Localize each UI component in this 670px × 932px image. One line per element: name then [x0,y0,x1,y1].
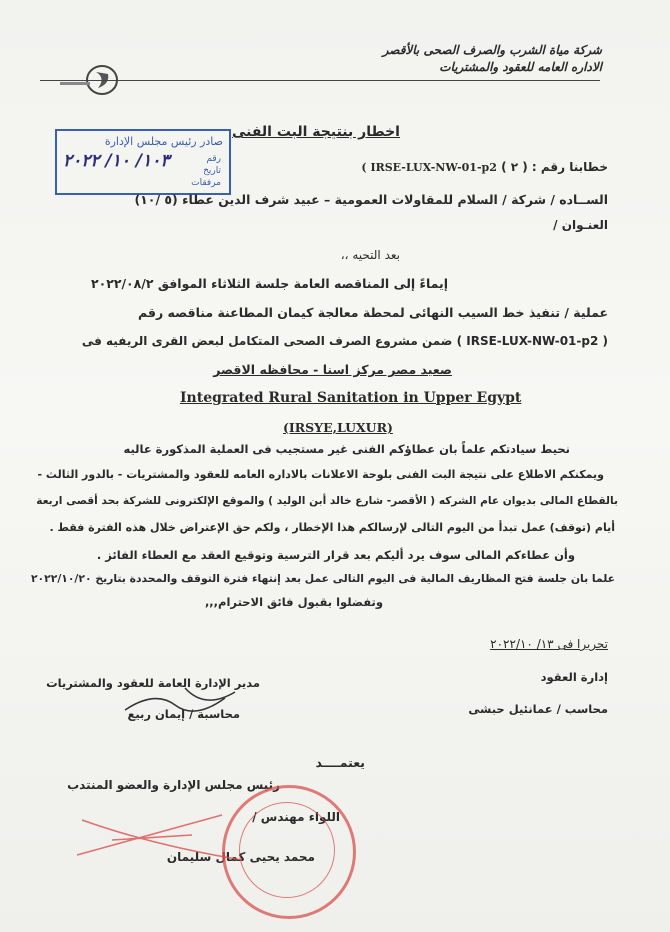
document-title: اخطار بنتيجة البت الفنى [231,124,400,140]
approval-label: يعتمــــد [315,755,365,770]
general-manager-name: محاسبة / إيمان ربيع [127,707,240,721]
body-line-6: علما بان جلسة فتح المظاريف المالية فى اليوم التالى عمل بعد إنتهاء فترة التوقف والمحددة بتاريخ ٢٠٢٢/١٠/٢٠ [30,572,615,585]
tender-reference: إيماءً إلى المناقصه العامة جلسة الثلاثاء الموافق ٢٠٢٢/٠٨/٢ [90,276,448,291]
department-name: الاداره العامه للعقود والمشتريات [439,60,602,74]
greeting: بعد التحيه ،، [340,248,400,262]
body-line-1: نحيط سيادتكم علماً بان عطاؤكم الفنى غير مستجيب فى العملية المذكورة عاليه [123,442,570,456]
body-line-4: أيام (توقف) عمل تبدأ من اليوم التالى لإرسالكم هذا الإخطار ، ولكم حق الإعتراض خلال هذه الفترة فقط . [49,521,615,534]
stamp-attachments-label: مرفقات [191,178,221,188]
stamp-handwritten-date: ١٠٣/ ١٠/ ٢٠٢٢ [63,151,170,171]
reference-code: IRSE-LUX-NW-01-p2 ) [361,161,497,174]
chairman-rank: اللواء مهندس / [252,810,340,824]
general-manager-title: مدير الإدارة العامة للعقود والمشتريات [46,676,260,690]
addressee-line: الســاده / شركة / السلام للمقاولات العمومية – عبيد شرف الدين عطاء (٥ /١٠) [134,192,608,207]
company-name: شركة مياة الشرب والصرف الصحى بالأقصر [382,43,602,57]
stamp-date-label: تاريخ [203,166,221,176]
address-label: العنـوان / [553,218,608,232]
stamp-title: صادر رئيس مجلس الإدارة [104,135,223,148]
company-header [383,42,602,76]
chairman-title: رئيس مجلس الإدارة والعضو المنتدب [67,778,280,792]
closing-line: وتفضلوا بقبول فائق الاحترام,,, [204,595,383,609]
stamp-fields [191,153,221,189]
body-line-2: ويمكنكم الاطلاع على نتيجة البت الفنى بلوحة الاعلانات بالاداره العامه للعقود والمشتريات - بالدور الثالث - [37,468,604,481]
reference-number [361,160,608,174]
stamp-number-label: رقم [206,154,221,164]
outgoing-stamp [55,129,231,195]
operation-line-2: ( IRSE-LUX-NW-01-p2 ) ضمن مشروع الصرف الصحى المتكامل لبعض القرى الريفيه فى [81,334,608,348]
header-divider [40,80,600,81]
operation-line-1: عملية / تنفيذ خط السيب النهائى لمحطة معالجة كيمان المطاعنة مناقصه رقم [137,305,608,320]
project-english-name: Integrated Rural Sanitation in Upper Egypt [180,390,522,406]
project-code: (IRSYE,LUXUR) [283,420,393,435]
operation-line-3: صعيد مصر مركز اسنا - محافظه الاقصر [213,362,452,377]
body-line-3: بالقطاع المالى بديوان عام الشركه ( الأقصر- شارع خالد أبن الوليد ) والموقع الإلكترونى للشركة بحد أقصى اربعة [36,495,618,507]
chairman-signature-icon [72,805,247,865]
letter-date: تحريرا فى ١٣/ ٢٠٢٢/١٠ [490,637,608,651]
accountant-signature: محاسب / عمانئيل حبشى [468,702,608,716]
body-line-5: وأن عطاءكم المالى سوف يرد أليكم بعد قرار الترسية وتوقيع العقد مع العطاء الفائز . [96,548,575,562]
reference-label: خطابنا رقم : ( ٢ ) [501,160,608,174]
contracts-office-label: إدارة العقود [540,670,608,684]
handwritten-signature-icon [115,680,255,720]
chairman-name: محمد يحيى كمال سليمان [166,850,315,864]
